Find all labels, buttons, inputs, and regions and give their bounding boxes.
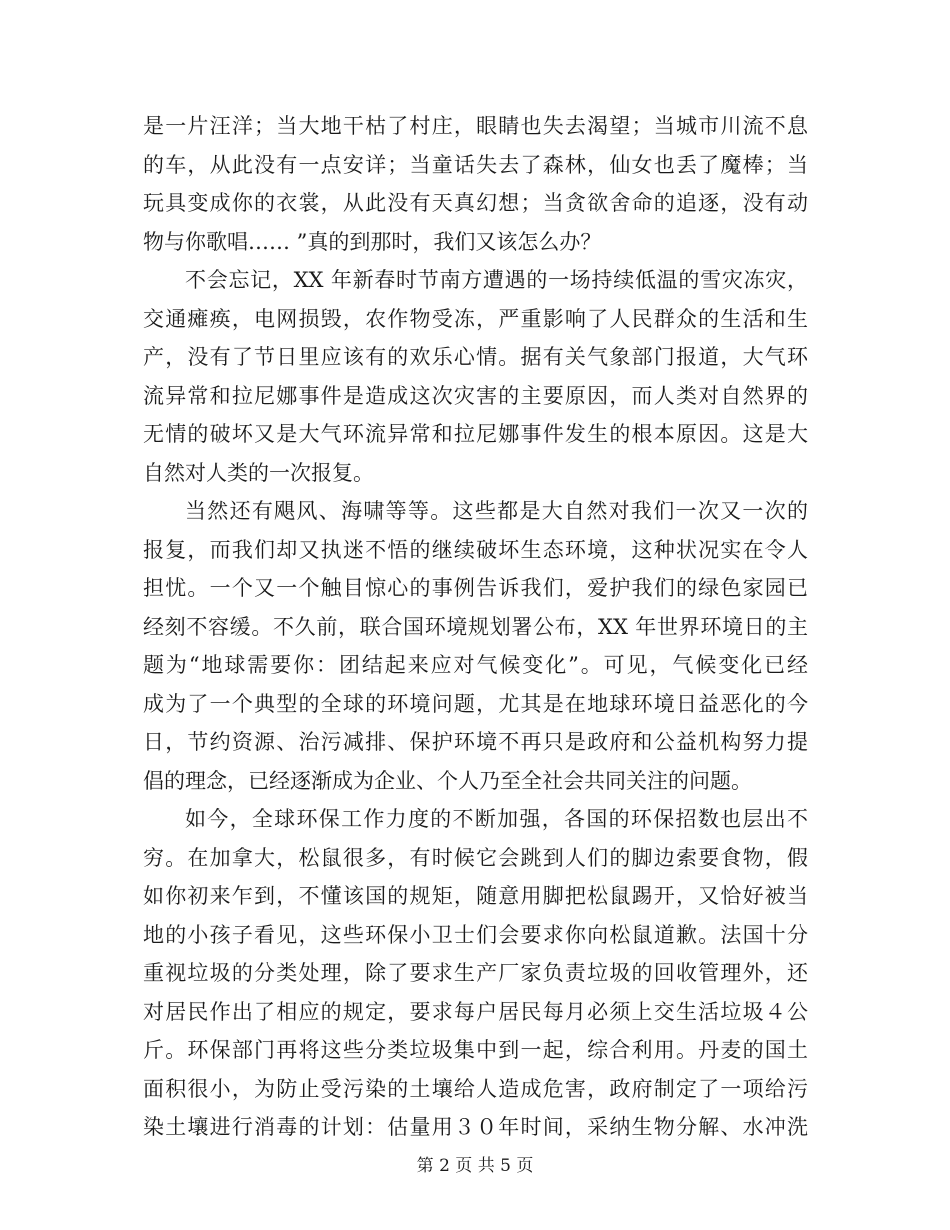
text-line: 穷。在加拿大，松鼠很多，有时候它会跳到人们的脚边索要食物，假 [143, 845, 808, 870]
text-line: 当然还有飓风、海啸等等。这些都是大自然对我们一次又一次的 [185, 499, 808, 523]
text-line: 自然对人类的一次报复。 [143, 460, 374, 485]
text-line: 如你初来乍到，不懂该国的规矩，随意用脚把松鼠踢开，又恰好被当 [143, 884, 808, 908]
text-line: 成为了一个典型的全球的环境问题，尤其是在地球环境日益恶化的今 [143, 691, 808, 716]
text-line: 无情的破坏又是大气环流异常和拉尼娜事件发生的根本原因。这是大 [143, 422, 808, 446]
text-line: 交通瘫痪，电网损毁，农作物受冻，严重影响了人民群众的生活和生 [143, 306, 808, 331]
text-line: 是一片汪洋；当大地干枯了村庄，眼睛也失去渴望；当城市川流不息 [143, 114, 808, 138]
text-line: 染土壤进行消毒的计划：估量用３０年时间，采纳生物分解、水冲洗 [143, 1115, 808, 1139]
text-line: 经刻不容缓。不久前，联合国环境规划署公布，XX 年世界环境日的主 [143, 614, 808, 639]
text-line: 对居民作出了相应的规定，要求每户居民每月必须上交生活垃圾４公 [143, 999, 808, 1024]
text-line: 产，没有了节日里应该有的欢乐心情。据有关气象部门报道，大气环 [143, 345, 808, 369]
paragraph-2 [143, 261, 808, 492]
text-line: 玩具变成你的衣裳，从此没有天真幻想；当贪欲舍命的追逐，没有动 [143, 191, 808, 215]
text-line: 的车，从此没有一点安详；当童话失去了森林，仙女也丢了魔棒；当 [143, 152, 808, 177]
text-line: 不会忘记，XX 年新春时节南方遭遇的一场持续低温的雪灾冻灾， [185, 268, 808, 292]
text-line: 重视垃圾的分类处理，除了要求生产厂家负责垃圾的回收管理外，还 [143, 961, 808, 985]
paragraph-1 [143, 107, 808, 261]
text-line: 流异常和拉尼娜事件是造成这次灾害的主要原因，而人类对自然界的 [143, 383, 808, 408]
text-line: 报复，而我们却又执迷不悟的继续破坏生态环境，这种状况实在令人 [143, 537, 808, 562]
text-line: 面积很小，为防止受污染的土壤给人造成危害，政府制定了一项给污 [143, 1076, 808, 1101]
paragraph-4 [143, 800, 808, 1147]
text-line: 物与你歌唱…… ”真的到那时，我们又该怎么办？ [143, 229, 602, 254]
text-line: 地的小孩子看见，这些环保小卫士们会要求你向松鼠道歉。法国十分 [143, 922, 808, 947]
body-text [143, 107, 808, 1147]
text-line: 担忧。一个又一个触目惊心的事例告诉我们，爱护我们的绿色家园已 [143, 576, 808, 600]
text-line: 倡的理念，已经逐渐成为企业、个人乃至全社会共同关注的问题。 [143, 768, 752, 793]
text-line: 日，节约资源、治污减排、保护环境不再只是政府和公益机构努力提 [143, 730, 808, 754]
text-line: 题为“地球需要你：团结起来应对气候变化”。可见，气候变化已经 [143, 653, 808, 677]
text-line: 如今，全球环保工作力度的不断加强，各国的环保招数也层出不 [185, 807, 808, 831]
page-footer: 第 2 页 共 5 页 [416, 1156, 534, 1176]
text-line: 斤。环保部门再将这些分类垃圾集中到一起，综合利用。丹麦的国土 [143, 1038, 808, 1062]
paragraph-3 [143, 492, 808, 800]
